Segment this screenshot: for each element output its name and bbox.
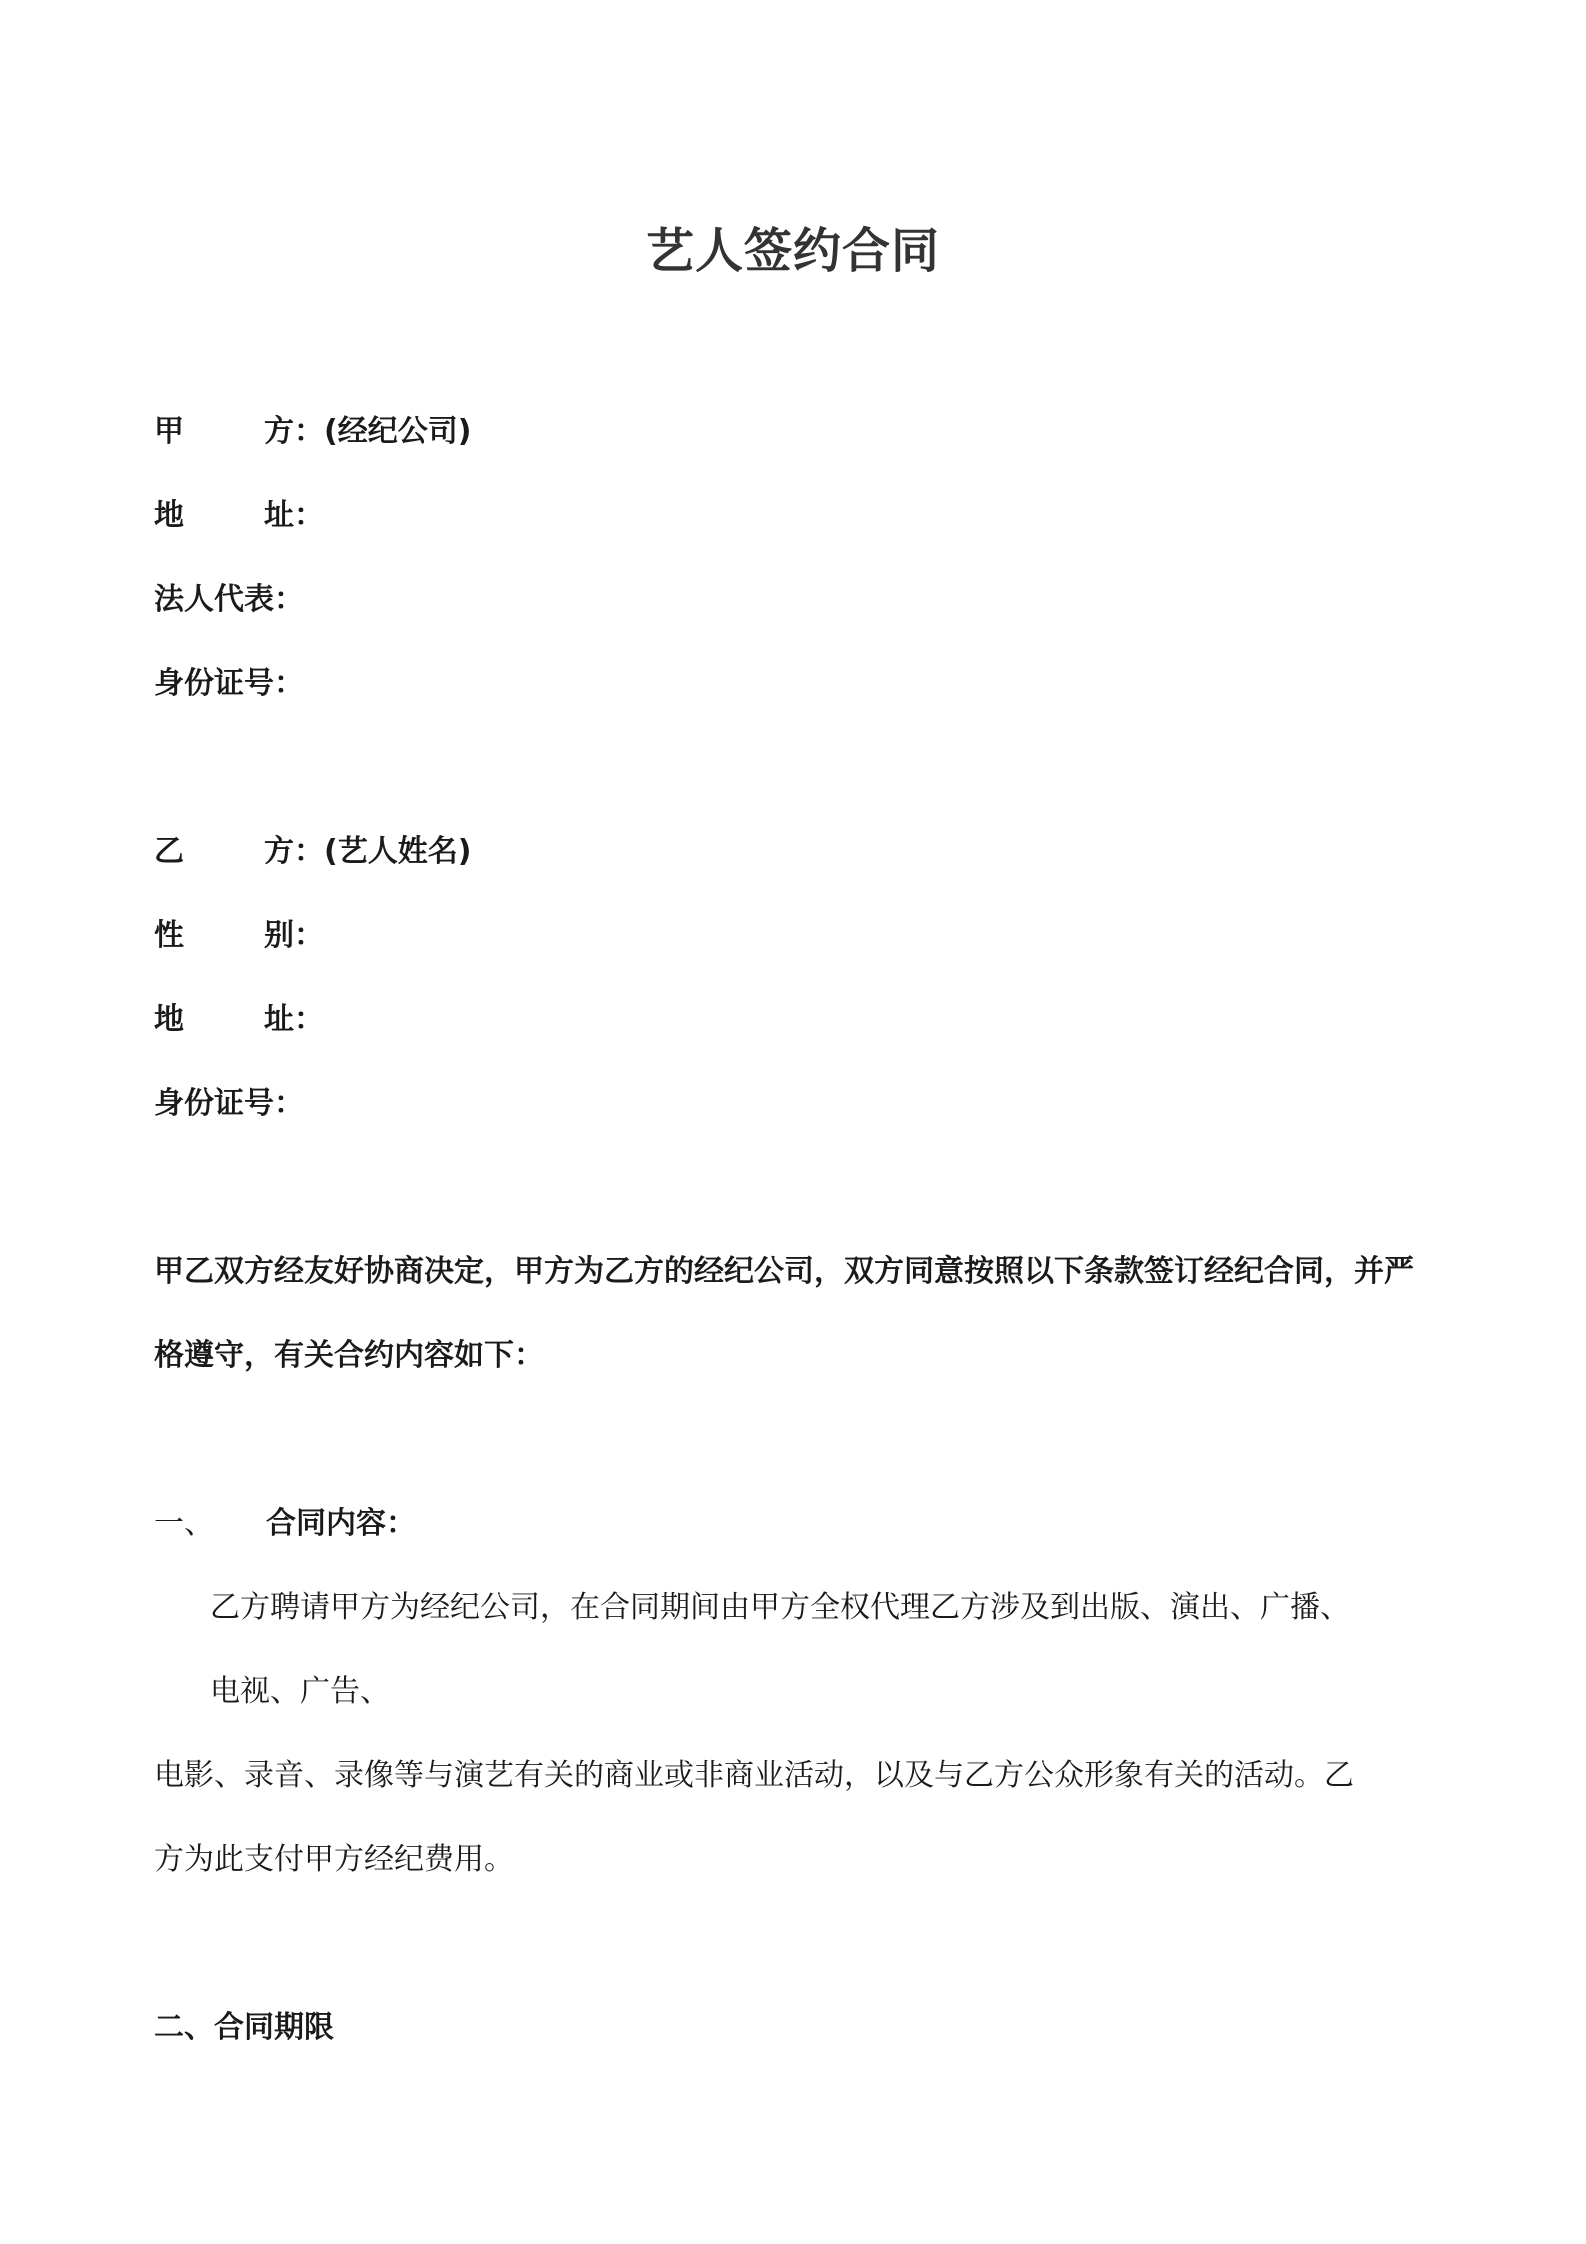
party-b-line (154, 832, 471, 872)
party-b-gender-label: 性别 (154, 918, 294, 953)
section-1-line-2: 电视、广告、 (210, 1674, 390, 1709)
preamble-line-2: 格遵守，有关合约内容如下： (154, 1338, 544, 1373)
party-a-id-line (154, 664, 304, 704)
section-1-line-3: 电影、录音、录像等与演艺有关的商业或非商业活动，以及与乙方公众形象有关的活动。乙 (154, 1758, 1354, 1793)
party-a-address-line (154, 496, 324, 536)
section-1-line-4: 方为此支付甲方经纪费用。 (154, 1842, 514, 1877)
party-a-rep-label: 法人代表： (154, 582, 304, 617)
party-b-address-line (154, 1000, 324, 1040)
party-b-address-label: 地址 (154, 1002, 294, 1037)
section-1-heading-line (154, 1504, 416, 1544)
party-b-address-suffix: ： (294, 1002, 324, 1037)
party-b-label: 乙方 (154, 834, 294, 869)
party-b-id-label: 身份证号： (154, 1086, 304, 1121)
party-a-address-label: 地址 (154, 498, 294, 533)
preamble-line-1: 甲乙双方经友好协商决定，甲方为乙方的经纪公司，双方同意按照以下条款签订经纪合同，并严 (154, 1254, 1414, 1289)
section-1-heading: 合同内容： (266, 1506, 416, 1541)
party-a-address-suffix: ： (294, 498, 324, 533)
party-b-gender-line (154, 916, 324, 956)
party-b-gender-suffix: ： (294, 918, 324, 953)
section-1-line-1: 乙方聘请甲方为经纪公司，在合同期间由甲方全权代理乙方涉及到出版、演出、广播、 (210, 1590, 1350, 1625)
party-a-label: 甲方 (154, 414, 294, 449)
page-title: 艺人签约合同 (645, 223, 940, 279)
party-a-line (154, 412, 471, 452)
party-a-value: ：(经纪公司) (294, 414, 472, 449)
party-a-id-label: 身份证号： (154, 666, 304, 701)
party-b-id-line (154, 1084, 304, 1124)
section-1-number: 一、 (154, 1506, 214, 1541)
party-b-value: ：(艺人姓名) (294, 834, 472, 869)
section-2-heading: 二、合同期限 (154, 2010, 334, 2045)
party-a-rep-line (154, 580, 304, 620)
